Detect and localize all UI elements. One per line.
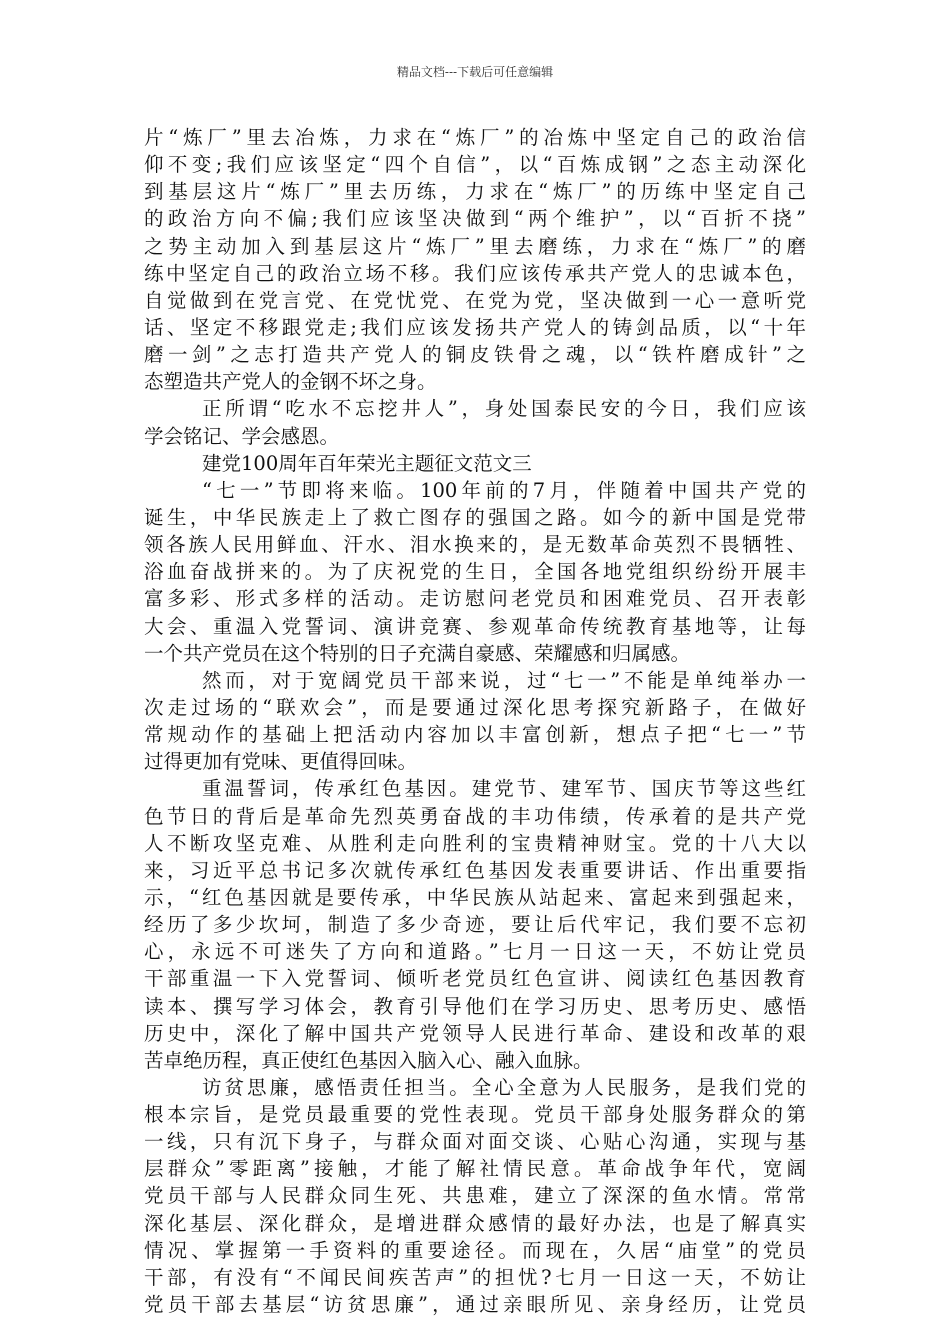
text-line: 一线，只有沉下身子，与群众面对面交谈、心贴心沟通，实现与基	[144, 1130, 806, 1154]
text-line: 深化基层、深化群众，是增进群众感情的最好办法，也是了解真实	[144, 1211, 806, 1235]
text-line: 然而，对于宽阔党员干部来说，过“七一”不能是单纯举办一	[202, 668, 806, 692]
text-line: 次走过场的“联欢会”，而是要通过深化思考探究新路子，在做好	[144, 695, 806, 719]
text-line: 党员干部去基层“访贫思廉”，通过亲眼所见、亲身经历，让党员	[144, 1293, 806, 1317]
text-line: 来，习近平总书记多次就传承红色基因发表重要讲话、作出重要指	[144, 858, 806, 882]
page-header: 精品文档---下载后可任意编辑	[396, 65, 554, 79]
text-line: 态塑造共产党人的金钢不坏之身。	[144, 370, 437, 394]
text-line: 到基层这片“炼厂”里去历练，力求在“炼厂”的历练中坚定自己	[144, 180, 806, 204]
text-line: 富多彩、形式多样的活动。走访慰问老党员和困难党员、召开表彰	[144, 587, 806, 611]
text-line: 片“炼厂”里去冶炼，力求在“炼厂”的冶炼中坚定自己的政治信	[144, 126, 806, 149]
text-line: 仰不变;我们应该坚定“四个自信”，以“百炼成钢”之态主动深化	[144, 153, 806, 177]
text-line: 话、坚定不移跟党走;我们应该发扬共产党人的铸剑品质，以“十年	[144, 315, 806, 339]
text-line: 访贫思廉，感悟责任担当。全心全意为人民服务，是我们党的	[202, 1075, 806, 1099]
text-line: 经历了多少坎坷，制造了多少奇迹，要让后代牢记，我们要不忘初	[144, 913, 806, 937]
text-line: 历史中，深化了解中国共产党领导人民进行革命、建设和改革的艰	[144, 1021, 806, 1045]
text-line: 常规动作的基础上把活动内容加以丰富创新，想点子把“七一”节	[144, 723, 806, 747]
text-line: 自觉做到在党言党、在党忧党、在党为党，坚决做到一心一意听党	[144, 288, 806, 312]
text-line: 之势主动加入到基层这片“炼厂”里去磨练，力求在“炼厂”的磨	[144, 234, 806, 258]
text-line: 过得更加有党味、更值得回味。	[144, 750, 418, 774]
text-line: 建党100周年百年荣光主题征文范文三	[202, 451, 532, 475]
text-line: 干部，有没有“不闻民间疾苦声”的担忧?七月一日这一天，不妨让	[144, 1265, 806, 1289]
text-line: 示，“红色基因就是要传承，中华民族从站起来、富起来到强起来，	[144, 885, 806, 909]
text-line: 磨一剑”之志打造共产党人的铜皮铁骨之魂，以“铁杵磨成针”之	[144, 343, 806, 367]
text-line: 一个共产党员在这个特别的日子充满自豪感、荣耀感和归属感。	[144, 641, 691, 665]
text-line: 正所谓“吃水不忘挖井人”，身处国泰民安的今日，我们应该	[202, 397, 806, 421]
text-line: 心，永远不可迷失了方向和道路。”七月一日这一天，不妨让党员	[144, 940, 806, 964]
text-line: 领各族人民用鲜血、汗水、泪水换来的，是无数革命英烈不畏牺牲、	[144, 533, 806, 557]
text-line: 学会铭记、学会感恩。	[144, 424, 340, 448]
text-line: 苦卓绝历程，真正使红色基因入脑入心、融入血脉。	[144, 1048, 593, 1072]
text-line: 层群众”零距离”接触，才能了解社情民意。革命战争年代，宽阔	[144, 1157, 806, 1181]
text-line: 党员干部与人民群众同生死、共患难，建立了深深的鱼水情。常常	[144, 1184, 806, 1208]
text-line: 根本宗旨，是党员最重要的党性表现。党员干部身处服务群众的第	[144, 1103, 806, 1127]
document-body	[144, 124, 806, 1318]
text-line: 读本、撰写学习体会，教育引导他们在学习历史、思考历史、感悟	[144, 994, 806, 1018]
text-line: 练中坚定自己的政治立场不移。我们应该传承共产党人的忠诚本色，	[144, 261, 806, 285]
text-line: 浴血奋战拼来的。为了庆祝党的生日，全国各地党组织纷纷开展丰	[144, 560, 806, 584]
text-line: 重温誓词，传承红色基因。建党节、建军节、国庆节等这些红	[202, 777, 806, 801]
text-line: 干部重温一下入党誓词、倾听老党员红色宣讲、阅读红色基因教育	[144, 967, 806, 991]
text-line: “七一”节即将来临。100年前的7月，伴随着中国共产党的	[202, 478, 806, 502]
text-line: 色节日的背后是革命先烈英勇奋战的丰功伟绩，传承着的是共产党	[144, 804, 806, 828]
text-line: 大会、重温入党誓词、演讲竞赛、参观革命传统教育基地等，让每	[144, 614, 806, 638]
text-line: 情况、掌握第一手资料的重要途径。而现在，久居“庙堂”的党员	[144, 1238, 806, 1262]
text-line: 诞生，中华民族走上了救亡图存的强国之路。如今的新中国是党带	[144, 505, 806, 529]
text-line: 人不断攻坚克难、从胜利走向胜利的宝贵精神财宝。党的十八大以	[144, 831, 806, 855]
text-line: 的政治方向不偏;我们应该坚决做到“两个维护”，以“百折不挠”	[144, 207, 806, 231]
